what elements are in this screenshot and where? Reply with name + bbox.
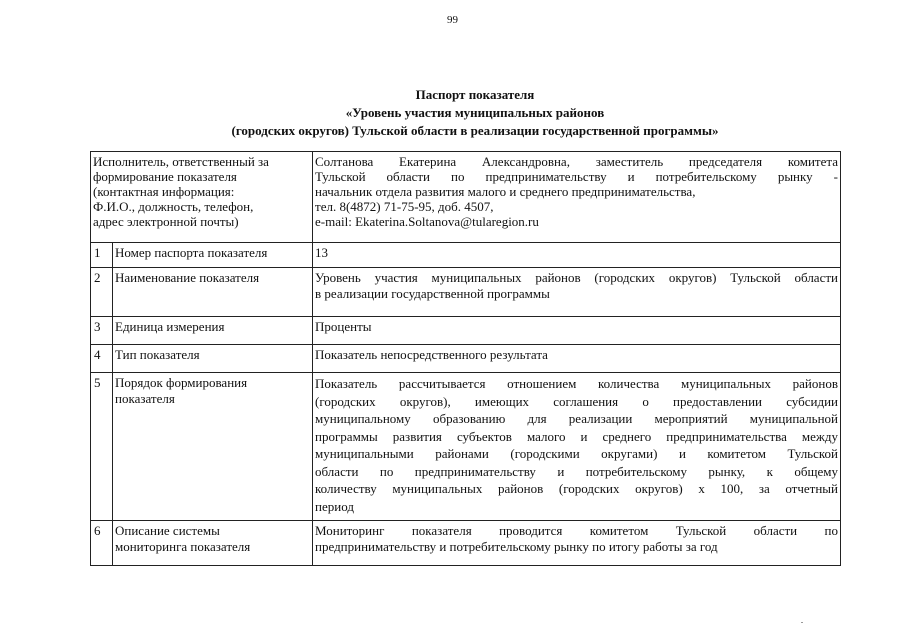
row-number: 5: [91, 373, 113, 521]
document-title: [90, 86, 860, 140]
row-value-line: предпринимательству и потребительскому рынку по итогу работы за год: [315, 539, 718, 554]
row-value-line: области по предпринимательству и потребительскому рынку, к общему: [315, 463, 838, 479]
row-label-line: мониторинга показателя: [115, 539, 251, 554]
row-label: [113, 521, 313, 566]
responsible-label-line: (контактная информация:: [93, 184, 235, 199]
row-value: [313, 243, 841, 268]
row-value-line: Уровень участия муниципальных районов (городских округов) Тульской области: [315, 270, 838, 285]
row-label: Единица измерения: [113, 317, 313, 345]
responsible-value-line: Солтанова Екатерина Александровна, заместитель председателя комитета: [315, 154, 838, 169]
table-row: [91, 268, 841, 317]
title-line-1: Паспорт показателя: [415, 87, 535, 102]
responsible-value-line: тел. 8(4872) 71-75-95, доб. 4507,: [315, 199, 494, 214]
responsible-value-cell: [313, 152, 841, 243]
table-row: [91, 521, 841, 566]
row-value: [313, 268, 841, 317]
row-number: 1: [91, 243, 113, 268]
table-row: [91, 317, 841, 345]
row-label-line: Порядок формирования: [115, 375, 248, 390]
row-number: 4: [91, 345, 113, 373]
row-label: Номер паспорта показателя: [113, 243, 313, 268]
row-value-line: Проценты: [315, 319, 372, 334]
row-value-line: Показатель непосредственного результата: [315, 347, 548, 362]
row-value-line: в реализации государственной программы: [315, 286, 550, 301]
responsible-label-line: формирование показателя: [93, 169, 237, 184]
row-value: [313, 345, 841, 373]
row-value: [313, 317, 841, 345]
scan-mark: [801, 622, 803, 623]
table-row: [91, 373, 841, 521]
row-value-line: количеству муниципальных районов (городских округов) х 100, за отчетный: [315, 481, 838, 496]
responsible-label-line: Исполнитель, ответственный за: [93, 154, 269, 169]
table-row-responsible: [91, 152, 841, 243]
row-value: [313, 373, 841, 521]
indicator-passport-table: [90, 151, 841, 566]
table-row: [91, 345, 841, 373]
row-label-line: показателя: [115, 391, 175, 406]
responsible-label-line: адрес электронной почты): [93, 214, 239, 229]
responsible-label-cell: [91, 152, 313, 243]
page-number: 99: [447, 14, 458, 26]
row-label: Тип показателя: [113, 345, 313, 373]
row-value-line: муниципальными районами (городскими округами) и комитетом Тульской: [315, 446, 838, 461]
responsible-value-line: начальник отдела развития малого и среднего предпринимательства,: [315, 184, 696, 199]
row-value-line: муниципальному образованию для реализации мероприятий муниципальной: [315, 411, 838, 426]
responsible-value-line: Тульской области по предпринимательству и потребительскому рынку -: [315, 169, 838, 184]
row-label: Наименование показателя: [113, 268, 313, 317]
title-line-3: (городских округов) Тульской области в реализации государственной программы»: [231, 123, 719, 138]
table-row: [91, 243, 841, 268]
responsible-label-line: Ф.И.О., должность, телефон,: [93, 199, 254, 214]
row-label: [113, 373, 313, 521]
row-value-line: (городских округов), имеющих соглашения о предоставлении субсидии: [315, 393, 838, 409]
row-value-line: Показатель рассчитывается отношением количества муниципальных районов: [315, 376, 838, 391]
row-number: 3: [91, 317, 113, 345]
row-number: 6: [91, 521, 113, 566]
row-label-line: Описание системы: [115, 523, 220, 538]
row-value-line: 13: [315, 245, 329, 260]
responsible-value-line: e-mail: Ekaterina.Soltanova@tularegion.ru: [315, 214, 539, 229]
row-value-line: Мониторинг показателя проводится комитетом Тульской области по: [315, 523, 838, 538]
row-value-line: период: [315, 498, 354, 514]
row-value-line: программы развития субъектов малого и среднего предпринимательства между: [315, 428, 838, 444]
title-line-2: «Уровень участия муниципальных районов: [345, 105, 605, 120]
row-number: 2: [91, 268, 113, 317]
row-value: [313, 521, 841, 566]
